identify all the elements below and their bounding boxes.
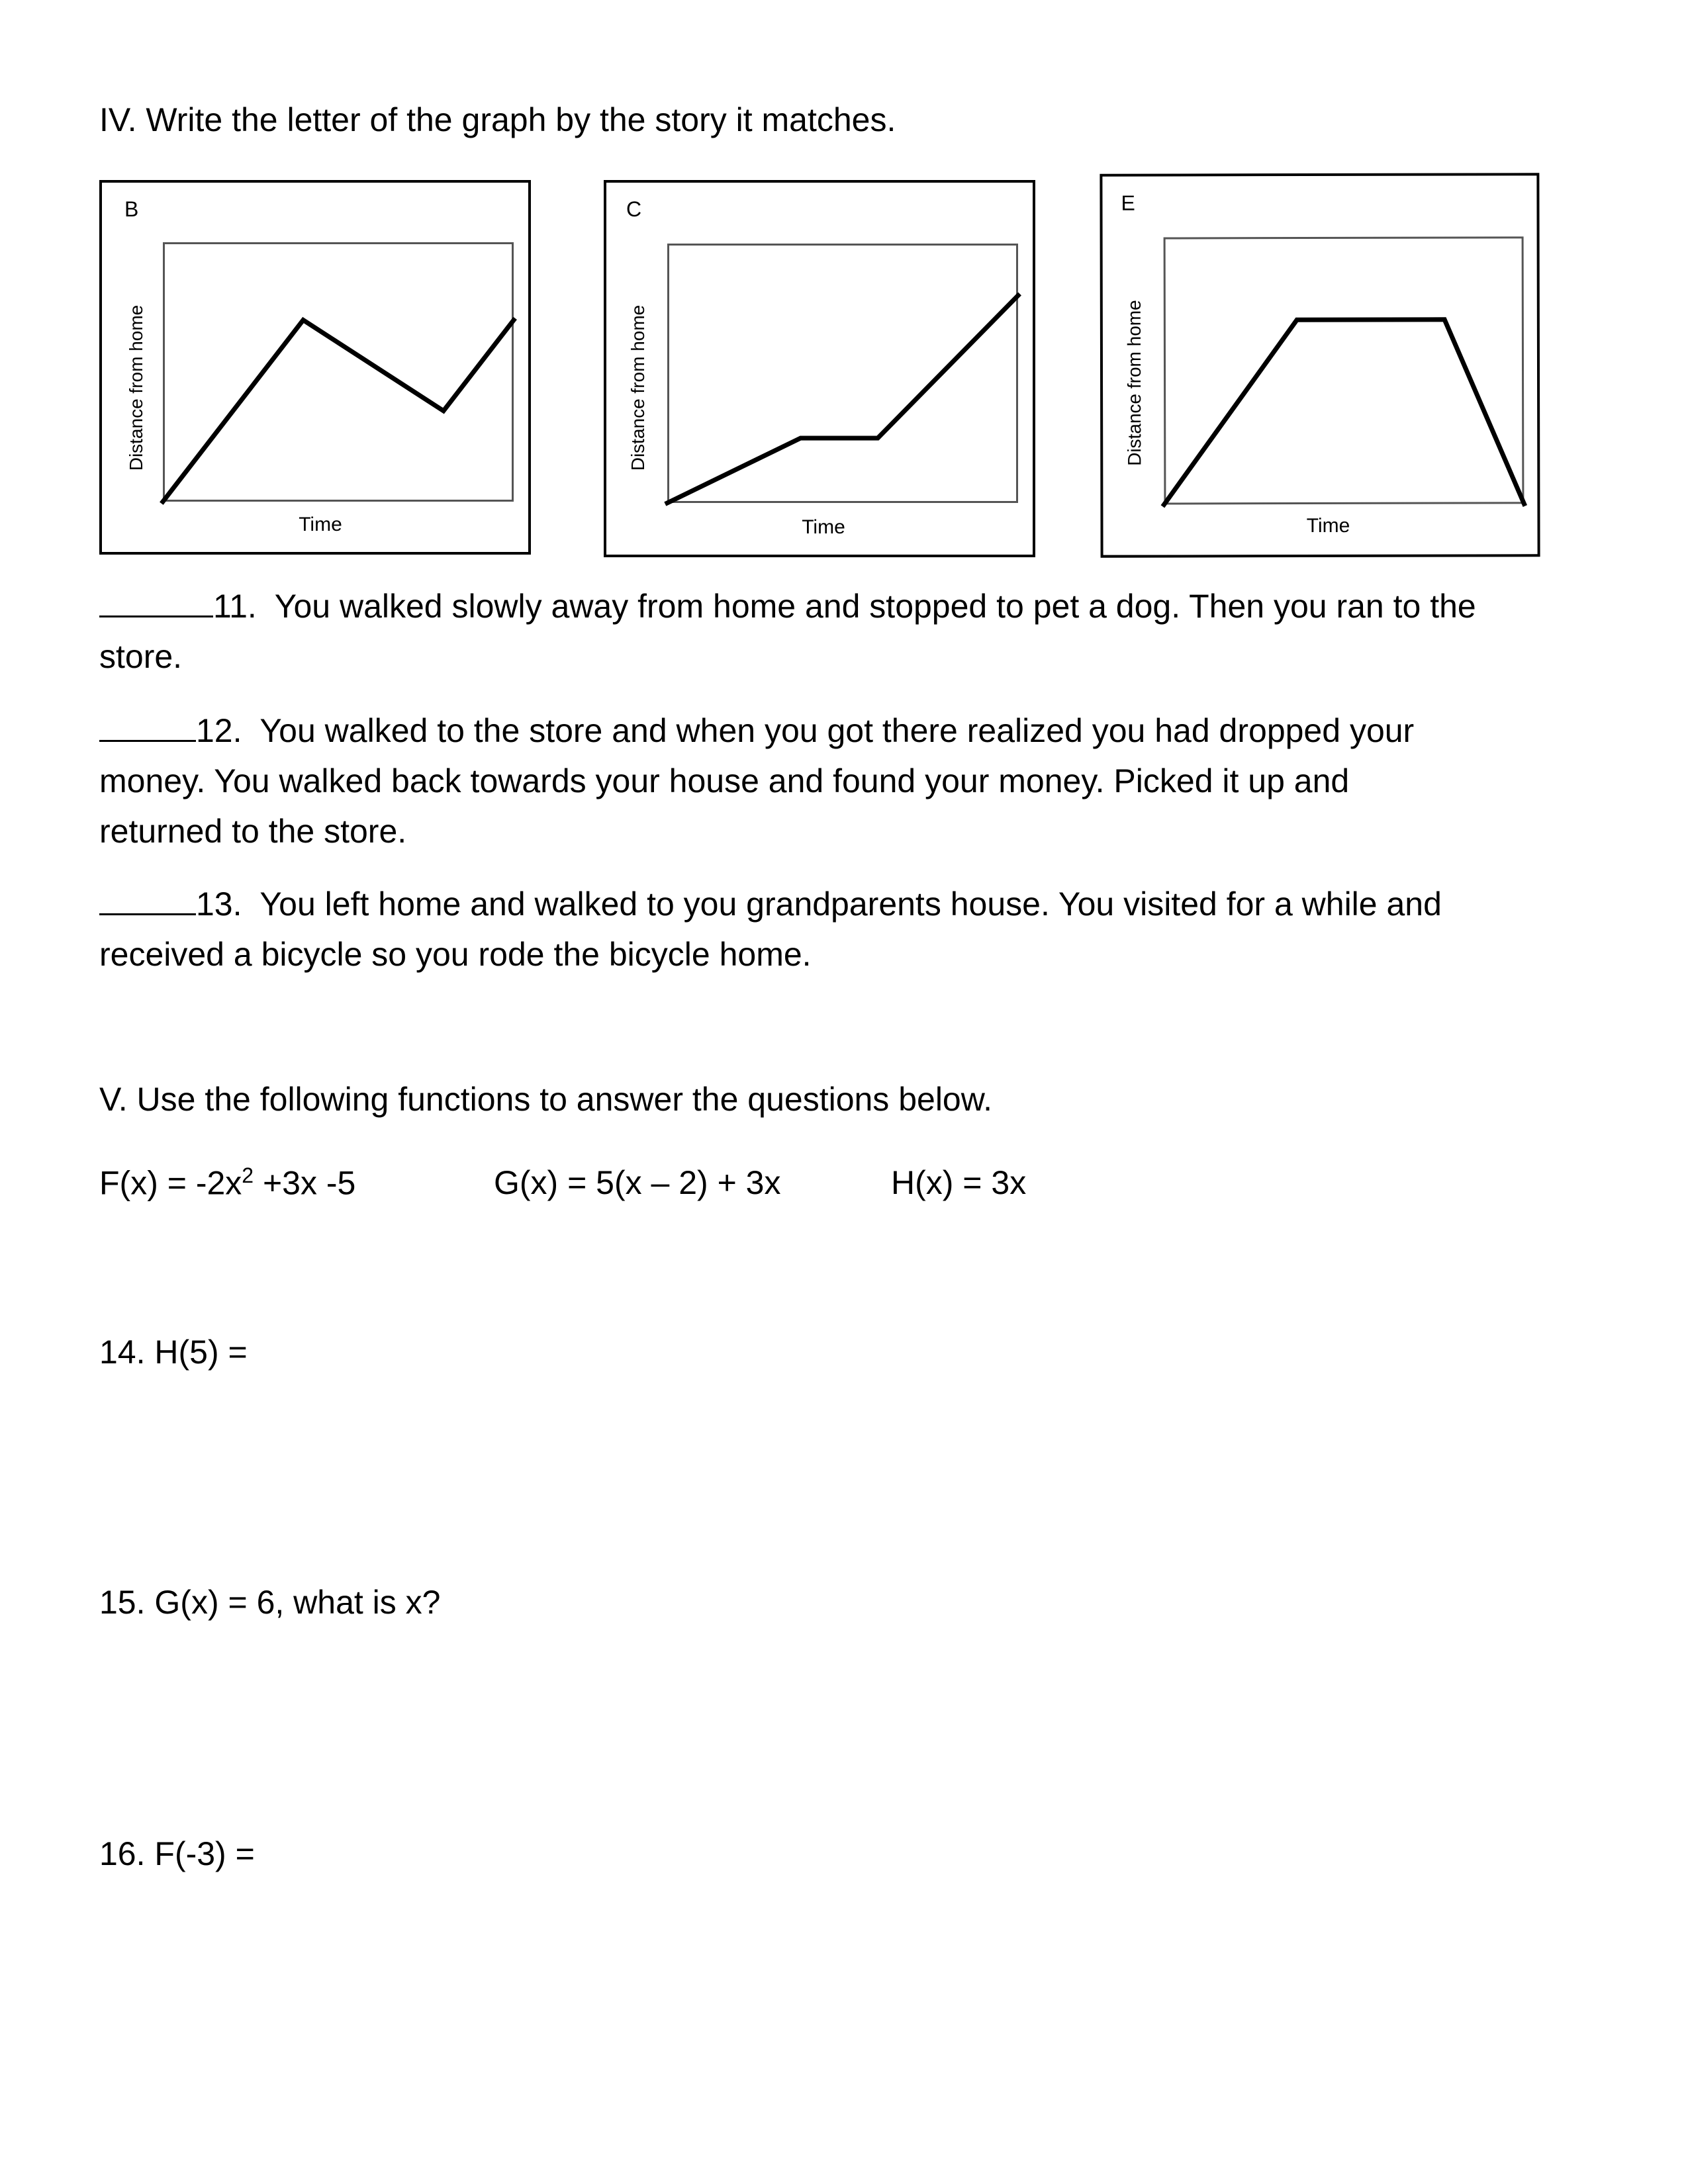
x-axis-label: Time	[299, 514, 342, 535]
question-15: 15. G(x) = 6, what is x?	[99, 1584, 441, 1621]
series-line	[667, 295, 1018, 503]
question-12	[99, 705, 1609, 856]
function-f	[99, 1163, 355, 1203]
x-axis-label: Time	[1306, 514, 1350, 537]
graph-letter: C	[626, 197, 642, 221]
graph-c	[604, 180, 1035, 557]
distance-time-plot	[667, 244, 1018, 503]
distance-time-plot	[1164, 236, 1524, 504]
question-text-continued: returned to the store.	[99, 813, 407, 850]
function-h: H(x) = 3x	[891, 1164, 1027, 1201]
section-iv-title: IV. Write the letter of the graph by the story it matches.	[99, 101, 896, 138]
answer-blank[interactable]	[99, 586, 213, 617]
question-number: 13.	[196, 886, 242, 923]
x-axis-label: Time	[802, 516, 845, 538]
question-text: You left home and walked to you grandparents house. You visited for a while and	[259, 886, 1442, 923]
function-f-base: F(x) = -2x	[99, 1164, 242, 1202]
answer-blank[interactable]	[99, 884, 196, 915]
y-axis-label: Distance from home	[628, 304, 648, 471]
question-text: You walked to the store and when you got there realized you had dropped your	[259, 712, 1415, 749]
answer-blank[interactable]	[99, 711, 196, 742]
question-text: You walked slowly away from home and stopped to pet a dog. Then you ran to the	[274, 588, 1476, 625]
question-13	[99, 879, 1609, 979]
graph-e	[1100, 173, 1540, 557]
question-number: 12.	[196, 712, 242, 749]
graph-letter: E	[1121, 191, 1135, 215]
y-axis-label: Distance from home	[126, 304, 146, 471]
question-16: 16. F(-3) =	[99, 1835, 255, 1872]
question-text-continued: store.	[99, 638, 183, 675]
function-g: G(x) = 5(x – 2) + 3x	[494, 1164, 781, 1201]
question-number: 11.	[213, 588, 257, 625]
series-line	[163, 320, 514, 502]
series-line	[1164, 320, 1524, 505]
graph-b	[99, 180, 531, 555]
function-f-exponent: 2	[242, 1163, 254, 1187]
question-text-continued: money. You walked back towards your house and found your money. Picked it up and	[99, 762, 1350, 799]
y-axis-label: Distance from home	[1123, 300, 1145, 466]
graph-letter: B	[124, 197, 139, 221]
function-f-rest: +3x -5	[254, 1164, 356, 1202]
section-v-title: V. Use the following functions to answer the questions below.	[99, 1081, 992, 1118]
question-14: 14. H(5) =	[99, 1334, 248, 1371]
question-11	[99, 581, 1609, 682]
question-text-continued: received a bicycle so you rode the bicycle home.	[99, 936, 812, 973]
distance-time-plot	[163, 242, 514, 502]
